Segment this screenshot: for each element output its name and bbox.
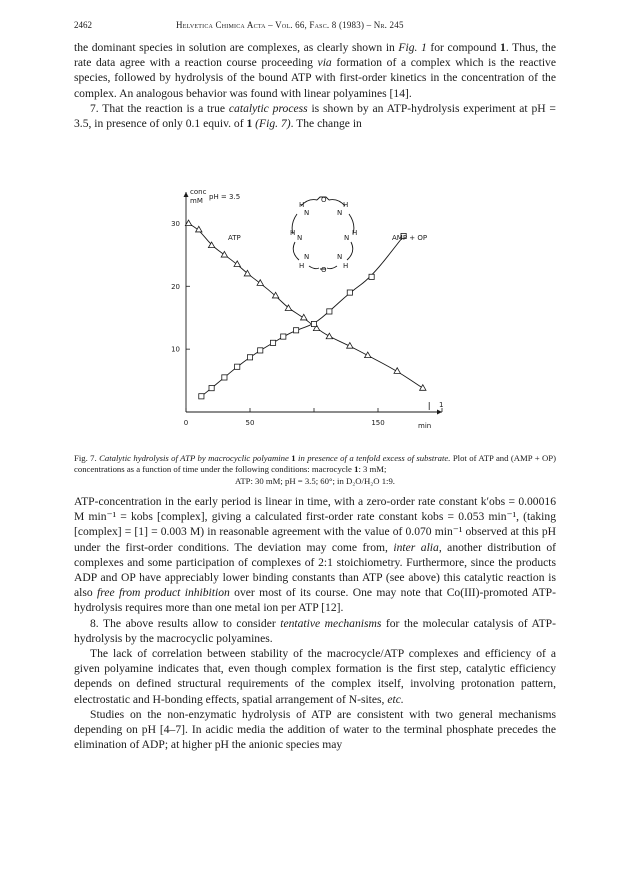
amp-op-point-11 <box>347 290 352 295</box>
y-axis-label-line1: conc <box>190 188 207 196</box>
x-axis-arrow <box>437 410 442 415</box>
x-tick-label-0: 0 <box>183 419 189 427</box>
running-header <box>74 20 540 34</box>
amp-op-point-8 <box>293 328 298 333</box>
amp-op-point-9 <box>311 321 316 326</box>
caption-line-1: Fig. 7. Catalytic hydrolysis of ATP by macrocyclic polyamine 1 in presence of a tenfold excess of substrate. Plot of ATP and (AMP + OP) concentrations as a function of time under the following conditions: macrocycle 1: 3 mM; <box>74 453 557 475</box>
inset-atom-n2: N <box>337 209 343 217</box>
figure-caption <box>74 453 556 487</box>
inset-atom-n5: N <box>304 253 310 261</box>
series-label-atp: ATP <box>228 234 241 242</box>
inset-atom-h1: H <box>299 201 305 209</box>
journal-title: Helvetica Chimica Acta – Vol. 66, Fasc. 8 (1983) – Nr. 245 <box>176 20 404 30</box>
inset-atom-n1: N <box>304 209 310 217</box>
inset-atom-h2: H <box>343 201 349 209</box>
amp-op-point-5 <box>258 348 263 353</box>
inset-atom-o2: O <box>321 266 327 274</box>
y-tick-label-10: 10 <box>171 345 180 354</box>
y-axis-arrow <box>184 192 189 197</box>
inset-atom-o1: O <box>321 196 327 204</box>
inset-atom-h5: H <box>299 262 305 270</box>
amp-op-point-3 <box>235 364 240 369</box>
inset-atom-h4: H <box>352 229 358 237</box>
atp-point-13 <box>365 352 371 358</box>
atp-point-4 <box>234 261 240 267</box>
atp-point-6 <box>257 280 263 286</box>
inset-atom-n4: N <box>344 234 350 242</box>
amp-op-point-10 <box>327 309 332 314</box>
x-axis-label: min <box>418 422 432 430</box>
arrow-label: 1 <box>439 401 444 409</box>
chart-ticks <box>171 220 442 427</box>
amp-op-point-0 <box>199 394 204 399</box>
series-label-amp-op: AMP + OP <box>392 234 428 242</box>
paragraph-1: the dominant species in solution are complexes, as clearly shown in Fig. 1 for compound 1. Thus, the rate data agree with a reaction course proceeding via formation of a complex which is the reactive species, followed by hydrolysis of the bound ATP with first-order kinetics in the concentration of the complex. An analogous behavior was found with linear polyamines [14]. <box>74 41 556 100</box>
amp-op-point-4 <box>247 355 252 360</box>
amp-op-point-6 <box>270 340 275 345</box>
figure-7-chart <box>160 184 456 442</box>
paragraph-4: 8. The above results allow to consider tentative mechanisms for the molecular catalysis of ATP-hydrolysis by the macrocyclic polyamines. <box>74 616 556 645</box>
inset-atom-h3: H <box>290 229 296 237</box>
caption-line-2: ATP: 30 mM; pH = 3.5; 60°; in D₂O/H₂O 1:9. <box>235 475 395 486</box>
x-tick-label-50: 50 <box>245 419 255 427</box>
atp-point-15 <box>420 385 426 391</box>
atp-point-7 <box>272 292 278 298</box>
condition-label: pH = 3.5 <box>209 193 241 201</box>
atp-point-3 <box>221 251 227 257</box>
x-tick-label-150: 150 <box>371 419 385 427</box>
amp-op-point-1 <box>209 386 214 391</box>
curve-atp <box>189 223 423 388</box>
page-number: 2462 <box>74 20 92 30</box>
amp-op-point-7 <box>281 334 286 339</box>
inset-atom-n3: N <box>297 234 303 242</box>
y-tick-label-20: 20 <box>171 282 180 291</box>
paragraph-6: Studies on the non-enzymatic hydrolysis of ATP are consistent with two general mechanisms depending on pH [4–7]. In acidic media the addition of water to the terminal phosphate precedes the elimination of ADP; at higher pH the anionic species may <box>74 707 556 752</box>
atp-point-9 <box>301 314 307 320</box>
chart-curves <box>189 223 423 396</box>
chart-marks <box>185 220 426 399</box>
y-tick-label-30: 30 <box>171 219 180 228</box>
amp-op-point-2 <box>222 375 227 380</box>
paragraph-2: 7. That the reaction is a true catalytic process is shown by an ATP-hydrolysis experiment at pH = 3.5, in presence of only 0.1 equiv. of 1 (Fig. 7). The change in <box>74 101 556 131</box>
chart-axes <box>184 192 443 415</box>
paragraph-5: The lack of correlation between stability of the macrocycle/ATP complexes and efficiency of a given polyamine indicates that, even though complex formation is the first step, catalytic efficiency depends on defined structural requirements of the complex itself, involving protonation pattern, electrostatic and H-bonding effects, spatial arrangement of N-sites, etc. <box>74 647 556 706</box>
y-axis-label-line2: mM <box>190 197 203 205</box>
bottom-text-block <box>74 494 556 752</box>
top-text-block <box>74 40 556 131</box>
inset-atom-n6: N <box>337 253 343 261</box>
atp-point-11 <box>326 333 332 339</box>
inset-atom-h6: H <box>343 262 349 270</box>
amp-op-point-12 <box>369 274 374 279</box>
paragraph-3: ATP-concentration in the early period is linear in time, with a zero-order rate constant k′obs = 0.00016 M min⁻¹ = kobs [complex], giving a calculated first-order rate constant kobs = 0.053 min⁻¹, (taking [complex] = [1] = 0.003 M) in reasonable agreement with the value of 0.070 min⁻¹ observed at this pH under the first-order conditions. The deviation may come from, inter alia, another distribution of complexes and some participation of complexes of 2:1 stoichiometry. Furthermore, since the products ADP and OP have appreciably lower binding constants than ATP (see above) this catalytic reaction is also free from product inhibition over most of its course. One may note that Co(III)-promoted ATP-hydrolysis requires more than one metal ion per ATP [12]. <box>74 495 556 615</box>
